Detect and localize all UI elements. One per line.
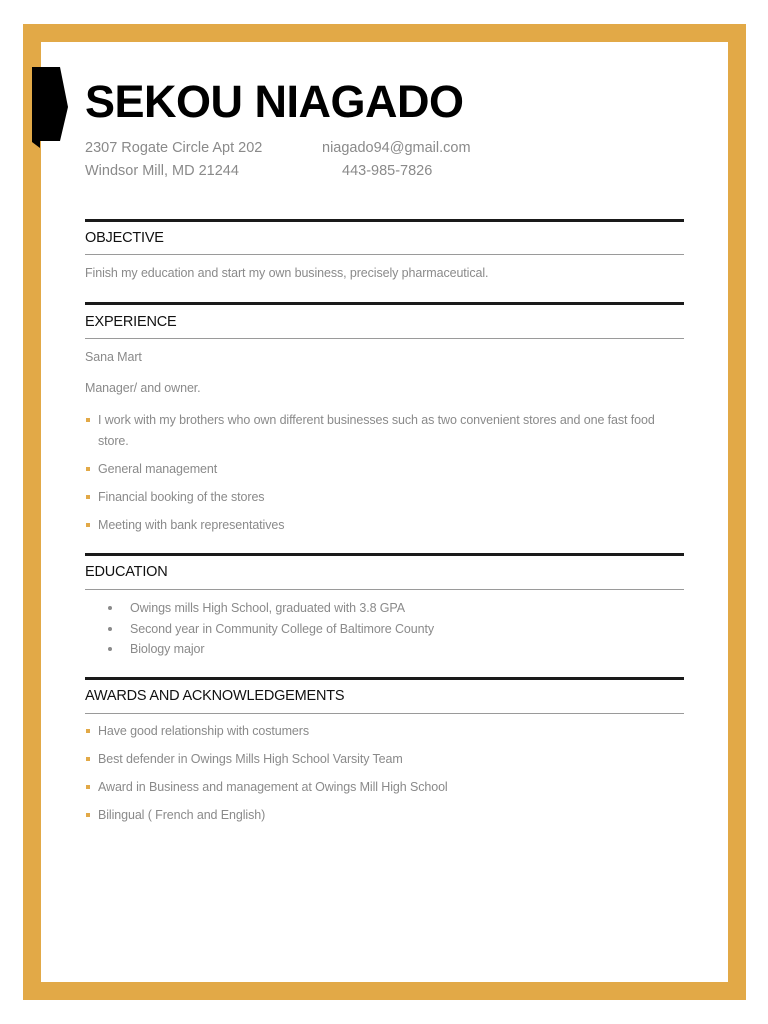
square-bullet-icon: [86, 495, 90, 499]
experience-heading: EXPERIENCE: [85, 314, 177, 330]
section-divider-bottom: [85, 338, 684, 339]
awards-heading: AWARDS AND ACKNOWLEDGEMENTS: [85, 688, 345, 704]
header-marker-shape: [32, 67, 68, 148]
objective-heading: OBJECTIVE: [85, 230, 164, 246]
round-bullet-icon: [108, 647, 112, 651]
square-bullet-icon: [86, 523, 90, 527]
job-role: Manager/ and owner.: [85, 381, 201, 395]
square-bullet-icon: [86, 418, 90, 422]
section-divider-top: [85, 553, 684, 556]
section-divider-top: [85, 302, 684, 305]
address-line-2: Windsor Mill, MD 21244: [85, 163, 239, 179]
phone: 443-985-7826: [342, 163, 433, 179]
email[interactable]: niagado94@gmail.com: [322, 140, 471, 156]
list-item: [85, 721, 685, 742]
objective-text: Finish my education and start my own business, precisely pharmaceutical.: [85, 266, 489, 280]
section-divider-top: [85, 677, 684, 680]
employer-name: Sana Mart: [85, 350, 142, 364]
list-item-text: Financial booking of the stores: [98, 490, 265, 504]
square-bullet-icon: [86, 467, 90, 471]
list-item: [85, 805, 685, 826]
list-item: [85, 515, 685, 536]
round-bullet-icon: [108, 627, 112, 631]
list-item: [85, 487, 685, 508]
list-item-text: Owings mills High School, graduated with 3.8 GPA: [130, 601, 405, 615]
list-item: [108, 639, 434, 660]
square-bullet-icon: [86, 729, 90, 733]
list-item-text: Have good relationship with costumers: [98, 724, 309, 738]
round-bullet-icon: [108, 606, 112, 610]
square-bullet-icon: [86, 785, 90, 789]
list-item: [85, 777, 685, 798]
list-item: [108, 619, 434, 640]
list-item: [85, 410, 685, 452]
section-divider-bottom: [85, 254, 684, 255]
section-divider-bottom: [85, 589, 684, 590]
list-item-text: General management: [98, 462, 218, 476]
list-item: [108, 598, 434, 619]
square-bullet-icon: [86, 757, 90, 761]
list-item: [85, 459, 685, 480]
education-heading: EDUCATION: [85, 564, 168, 580]
list-item-text: Bilingual ( French and English): [98, 808, 266, 822]
address-line-1: 2307 Rogate Circle Apt 202: [85, 140, 263, 156]
resume-name: SEKOU NIAGADO: [85, 76, 464, 127]
square-bullet-icon: [86, 813, 90, 817]
list-item-text: I work with my brothers who own different businesses such as two convenient stores and one fast food store.: [98, 413, 655, 448]
section-divider-top: [85, 219, 684, 222]
section-divider-bottom: [85, 713, 684, 714]
list-item-text: Second year in Community College of Baltimore County: [130, 621, 434, 636]
education-list: [108, 598, 434, 660]
list-item-text: Award in Business and management at Owings Mill High School: [98, 780, 448, 794]
list-item-text: Biology major: [130, 642, 205, 656]
list-item-text: Best defender in Owings Mills High School Varsity Team: [98, 752, 403, 766]
list-item-text: Meeting with bank representatives: [98, 518, 285, 532]
list-item: [85, 749, 685, 770]
